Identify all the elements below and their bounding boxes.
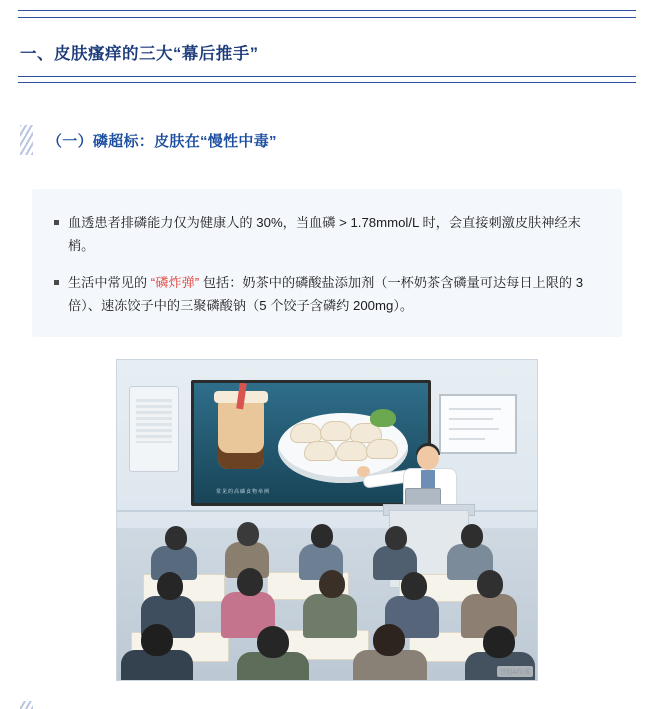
bullet-2-part-0: 生活中常见的 (68, 275, 151, 291)
figure-block (18, 359, 636, 681)
audience-head (373, 624, 405, 656)
audience-head (311, 524, 333, 548)
audience-head (141, 624, 173, 656)
audience-head (401, 572, 427, 600)
audience-head (385, 526, 407, 550)
subsection-title: （一）磷超标：皮肤在“慢性中毒” (47, 132, 277, 150)
document-page (0, 10, 654, 709)
whiteboard-line (449, 438, 485, 440)
list-item (54, 211, 600, 257)
audience-head (257, 626, 289, 658)
dumpling-icon (336, 441, 368, 461)
audience-head (477, 570, 503, 598)
bullet-text-2 (68, 271, 600, 317)
audience-head (157, 572, 183, 600)
dumpling-icon (366, 439, 398, 459)
whiteboard (439, 394, 517, 454)
top-divider (18, 10, 636, 18)
watermark-label: 豆包AI生成 (497, 666, 533, 677)
whiteboard-line (449, 418, 493, 420)
heading-divider (18, 76, 636, 83)
audience-head (165, 526, 187, 550)
air-conditioner-icon (129, 386, 179, 472)
dumpling-icon (320, 421, 352, 441)
projection-screen (191, 380, 431, 506)
subsection-heading-block (18, 125, 636, 155)
classroom-lecture-illustration (116, 359, 538, 681)
audience-head (461, 524, 483, 548)
garnish-icon (370, 409, 396, 427)
list-item (54, 271, 600, 317)
whiteboard-line (449, 408, 501, 410)
milk-tea-cup-icon (218, 399, 264, 469)
audience-head (237, 522, 259, 546)
whiteboard-line (449, 428, 499, 430)
content-card (32, 189, 622, 337)
bullet-1-part-0: 血透患者排磷能力仅为健康人的 30%，当血磷 > 1.78mmol/L 时，会直接刺激皮肤神经末梢。 (68, 215, 581, 254)
section-heading-block (18, 40, 636, 83)
audience-head (483, 626, 515, 658)
bullet-marker-icon (54, 280, 59, 285)
bullet-marker-icon (54, 220, 59, 225)
audience-head (319, 570, 345, 598)
page-title: 一、皮肤瘙痒的三大“幕后推手” (20, 45, 259, 63)
hatch-bar-decoration (20, 125, 33, 155)
bullet-2-highlight: “磷炸弹” (150, 275, 200, 291)
hatch-bar-decoration-bottom (20, 701, 33, 709)
audience-head (237, 568, 263, 596)
bullet-2-part-2: 包括：奶茶中的磷酸盐添加剂（一杯奶茶含磷量可达每日上限的 3 倍）、速冻饺子中的三聚磷酸钠（5 个饺子含磷约 200mg）。 (68, 275, 584, 314)
screen-caption: 常见的高磷食物举例 (216, 489, 271, 496)
audience-body (303, 594, 357, 638)
dumpling-icon (290, 423, 322, 443)
bullet-text-1 (68, 211, 600, 257)
dumpling-icon (304, 441, 336, 461)
